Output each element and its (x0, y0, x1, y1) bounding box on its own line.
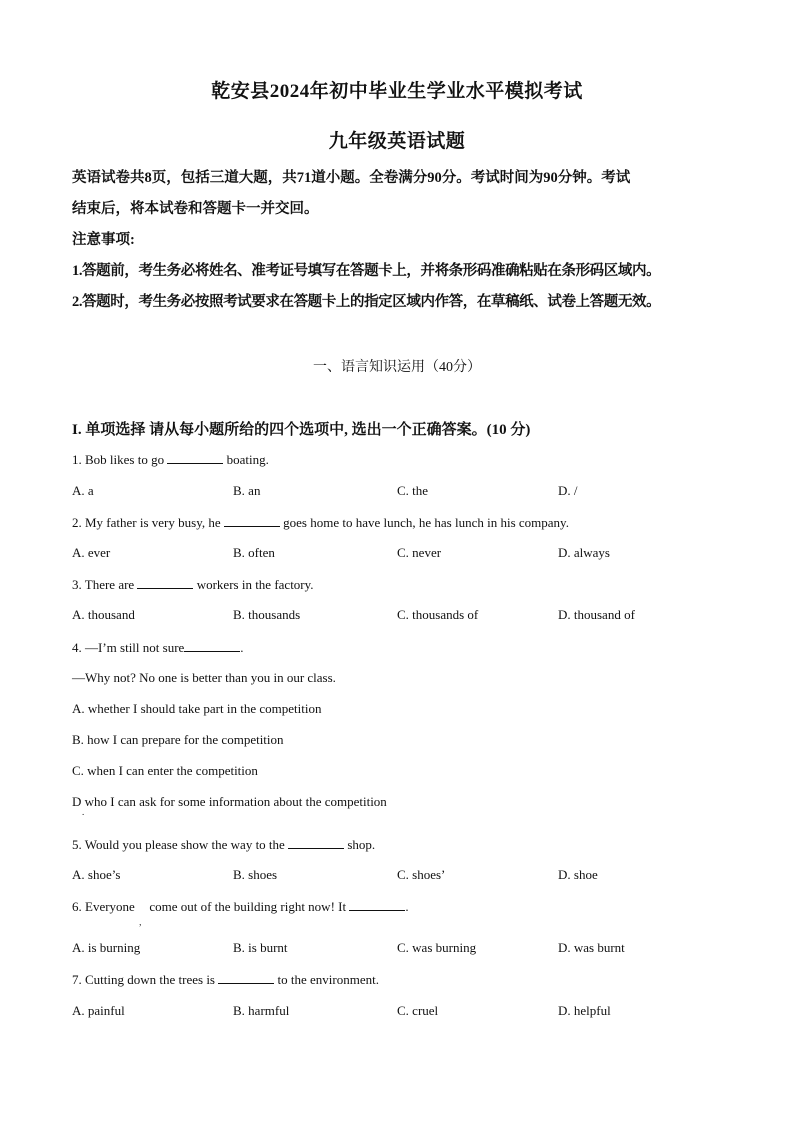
question-4 (72, 639, 244, 656)
question-1-text-end: boating. (226, 452, 269, 467)
question-6: 6. Everyone , come out of the building right now! It . (72, 899, 409, 927)
question-5 (72, 836, 375, 853)
q7-option-c: C. cruel (397, 1003, 439, 1018)
q2-option-d: D. always (558, 545, 610, 560)
question-3-text: 3. There are (72, 577, 135, 592)
answer-blank (167, 451, 223, 464)
exam-subtitle: 九年级英语试题 (328, 131, 466, 152)
answer-blank (184, 639, 240, 652)
q3-option-b: B. thousands (233, 607, 301, 622)
question-2 (72, 514, 569, 531)
q2-option-a: A. ever (72, 545, 111, 560)
question-7-text: 7. Cutting down the trees is (72, 972, 215, 987)
q5-option-d: D. shoe (558, 867, 598, 882)
question-3 (72, 576, 314, 593)
answer-blank (137, 576, 193, 589)
exam-title: 乾安县2024年初中毕业生学业水平模拟考试 (211, 81, 583, 102)
q5-option-a: A. shoe’s (72, 867, 121, 882)
intro-line-2: 结束后，将本试卷和答题卡一并交回。 (72, 201, 319, 217)
q2-option-b: B. often (233, 545, 275, 560)
q4-option-d: D who I can ask for some information about the competition (72, 794, 387, 809)
section-1-title: 一、语言知识运用（40分） (313, 360, 481, 375)
q2-option-c: C. never (397, 545, 442, 560)
intro-line-1: 英语试卷共8页，包括三道大题，共71道小题。全卷满分90分。考试时间为90分钟。考试 (72, 170, 631, 186)
q1-option-a: A. a (72, 483, 94, 498)
q1-option-c: C. the (397, 483, 429, 498)
q6-option-d: D. was burnt (558, 940, 625, 955)
answer-blank (288, 836, 344, 849)
exam-instructions (72, 163, 727, 318)
q6-option-c: C. was burning (397, 940, 477, 955)
question-1-text: 1. Bob likes to go (72, 452, 165, 467)
answer-blank (218, 971, 274, 984)
answer-blank (349, 898, 405, 911)
q6-option-a: A. is burning (72, 940, 141, 955)
q5-option-b: B. shoes (233, 867, 278, 882)
q4-option-c: C. when I can enter the competition (72, 763, 258, 778)
question-4-text-end: . (240, 640, 244, 655)
question-7-text-end: to the environment. (277, 972, 379, 987)
question-2-text-end: goes home to have lunch, he has lunch in his company. (283, 515, 569, 530)
question-6-text-mid: come out of the building right now! It (149, 899, 347, 914)
question-6-text-end: . (405, 899, 409, 914)
question-5-text-end: shop. (347, 837, 376, 852)
q3-option-c: C. thousands of (397, 607, 479, 622)
question-2-text: 2. My father is very busy, he (72, 515, 221, 530)
stray-dot-mark: . (82, 807, 85, 817)
q4-option-a: A. whether I should take part in the competition (72, 701, 322, 716)
q7-option-a: A. painful (72, 1003, 125, 1018)
notice-2: 2.答题时，考生务必按照考试要求在答题卡上的指定区域内作答，在草稿纸、试卷上答题无效。 (72, 294, 661, 310)
q3-option-a: A. thousand (72, 607, 135, 622)
answer-blank (224, 514, 280, 527)
q7-option-b: B. harmful (233, 1003, 290, 1018)
question-5-text: 5. Would you please show the way to the (72, 837, 285, 852)
q1-option-b: B. an (233, 483, 261, 498)
question-3-text-end: workers in the factory. (196, 577, 314, 592)
question-7 (72, 971, 379, 988)
q1-option-d: D. / (558, 483, 578, 498)
q5-option-c: C. shoes’ (397, 867, 446, 882)
part-1-title: I. 单项选择 请从每小题所给的四个选项中, 选出一个正确答案。(10 分) (72, 422, 531, 438)
q7-option-d: D. helpful (558, 1003, 611, 1018)
question-4-text: 4. —I’m still not sure (72, 640, 185, 655)
q4-option-b: B. how I can prepare for the competition (72, 732, 284, 747)
notice-title: 注意事项: (72, 232, 135, 248)
notice-1: 1.答题前，考生务必将姓名、准考证号填写在答题卡上，并将条形码准确粘贴在条形码区域内。 (72, 263, 661, 279)
question-1 (72, 451, 269, 468)
question-6-text: 6. Everyone (72, 899, 135, 914)
q3-option-d: D. thousand of (558, 607, 635, 622)
question-4-reply: —Why not? No one is better than you in our class. (72, 670, 336, 685)
q6-option-b: B. is burnt (233, 940, 288, 955)
